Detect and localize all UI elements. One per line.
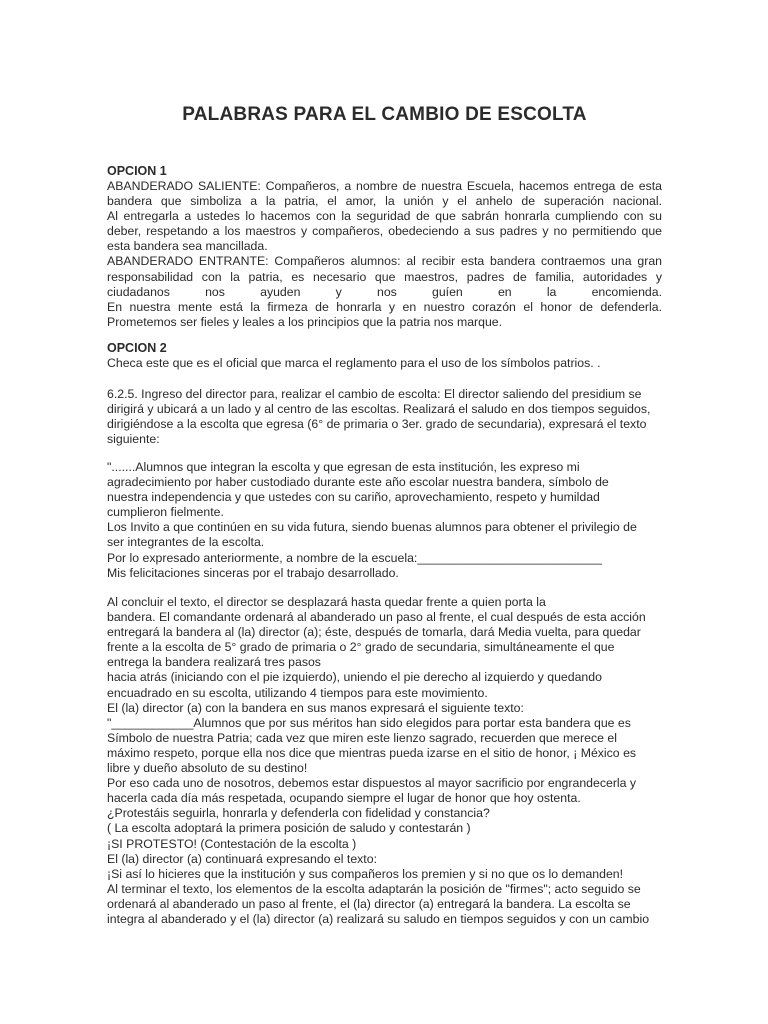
- closing-line: ¡Si así lo hicieres que la institución y sus compañeros los premien y si no que os lo demanden!: [107, 866, 624, 881]
- opcion1-line: En nuestra mente está la firmeza de honrarla y en nuestro corazón el honor de defenderla.: [107, 299, 662, 314]
- speech-line: Por lo expresado anteriormente, a nombre de la escuela:___________________________: [107, 550, 602, 565]
- opcion1-heading: OPCION 1: [107, 164, 167, 178]
- closing-line: hacerla cada día más respetada, ocupando siempre el lugar de honor que hoy ostenta.: [107, 791, 581, 806]
- opcion1-line: Prometemos ser fieles y leales a los principios que la patria nos marque.: [107, 314, 503, 329]
- closing-line: máximo respeto, porque ella nos dice que mientras pueda izarse en el sitio de honor, ¡ México es: [107, 745, 637, 760]
- closing-line: integra al abanderado y el (la) director (a) realizará su saludo en tiempos seguidos y con un cambio: [107, 911, 650, 926]
- opcion1-line: deber, respetando a los maestros y compañeros, obedeciendo a sus padres y no permitiendo que: [107, 224, 662, 239]
- closing-line: El (la) director (a) continuará expresando el texto:: [107, 851, 377, 866]
- opcion1-line: ABANDERADO SALIENTE: Compañeros, a nombre de nuestra Escuela, hacemos entrega de esta: [107, 179, 662, 193]
- closing-line: ( La escolta adoptará la primera posición de saludo y contestarán ): [107, 821, 471, 836]
- director-speech: [107, 460, 662, 581]
- opcion1-line: bandera que simboliza a la patria, el amor, la unión y el anhelo de superación nacional.: [107, 194, 662, 209]
- closing-line: bandera. El comandante ordenará al abanderado un paso al frente, el cual después de esta acción: [107, 610, 646, 625]
- section-line: siguiente:: [107, 432, 160, 447]
- closing-line: ordenará al abanderado un paso al frente, el (la) director (a) entregará la bandera. La escolta se: [107, 896, 631, 911]
- closing-line: ¡SI PROTESTO! (Contestación de la escolta ): [107, 836, 357, 851]
- speech-line: ".......Alumnos que integran la escolta y que egresan de esta institución, les expreso mi: [107, 460, 580, 474]
- speech-line: Mis felicitaciones sinceras por el trabajo desarrollado.: [107, 565, 399, 580]
- closing-line: encuadrado en su escolta, utilizando 4 tiempos para este movimiento.: [107, 685, 488, 700]
- closing-line: Al concluir el texto, el director se desplazará hasta quedar frente a quien porta la: [107, 595, 546, 609]
- document-title: PALABRAS PARA EL CAMBIO DE ESCOLTA: [182, 104, 587, 125]
- opcion1-line: ciudadanos nos ayuden y nos guíen en la encomienda.: [107, 284, 662, 299]
- closing-line: hacia atrás (iniciando con el pie izquierdo), uniendo el pie derecho al izquierdo y quedando: [107, 670, 602, 685]
- closing-line: libre y dueño absoluto de su destino!: [107, 761, 308, 776]
- opcion2-intro: Checa este que es el oficial que marca el reglamento para el uso de los símbolos patrios. .: [107, 356, 601, 370]
- opcion1-line: ABANDERADO ENTRANTE: Compañeros alumnos: al recibir esta bandera contraemos una gran: [107, 254, 662, 269]
- opcion1-line: esta bandera sea mancillada.: [107, 239, 268, 254]
- section-line: 6.2.5. Ingreso del director para, realizar el cambio de escolta: El director saliendo del presidium se: [107, 387, 642, 401]
- section-6-2-5: [107, 387, 662, 447]
- speech-line: cumplieron fielmente.: [107, 505, 224, 520]
- opcion1-section: [107, 164, 662, 330]
- closing-line: Al terminar el texto, los elementos de la escolta adaptarán la posición de "firmes"; acto seguido se: [107, 881, 641, 896]
- closing-line: frente a la escolta de 5° grado de primaria o 2° grado de secundaria, simultáneamente el que: [107, 640, 615, 655]
- opcion2-heading: OPCION 2: [107, 341, 167, 355]
- section-line: dirigirá y ubicará a un lado y al centro de las escoltas. Realizará el saludo en dos tiempos seguidos,: [107, 402, 651, 417]
- speech-line: nuestra independencia y que ustedes con su cariño, aprovechamiento, respeto y humildad: [107, 490, 600, 505]
- speech-line: ser integrantes de la escolta.: [107, 535, 265, 550]
- closing-text: [107, 595, 662, 927]
- closing-line: Símbolo de nuestra Patria; cada vez que miren este lienzo sagrado, recuerden que merece el: [107, 730, 617, 745]
- opcion1-line: responsabilidad con la patria, es necesario que maestros, padres de familia, autoridades y: [107, 269, 662, 284]
- closing-line: entrega la bandera realizará tres pasos: [107, 655, 321, 670]
- closing-line: ¿Protestáis seguirla, honrarla y defenderla con fidelidad y constancia?: [107, 806, 490, 821]
- closing-line: Por eso cada uno de nosotros, debemos estar dispuestos al mayor sacrificio por engrandecerla y: [107, 776, 637, 791]
- speech-line: agradecimiento por haber custodiado durante este año escolar nuestra bandera, símbolo de: [107, 475, 609, 490]
- opcion2-section: [107, 341, 662, 371]
- closing-line: El (la) director (a) con la bandera en sus manos expresará el siguiente texto:: [107, 700, 524, 715]
- speech-line: Los Invito a que continúen en su vida futura, siendo buenas alumnos para obtener el privilegio de: [107, 520, 637, 535]
- closing-line: entregará la bandera al (la) director (a); éste, después de tomarla, dará Media vuelta, para quedar: [107, 625, 641, 640]
- closing-line: "____________Alumnos que por sus méritos han sido elegidos para portar esta bandera que es: [107, 715, 631, 730]
- opcion1-line: Al entregarla a ustedes lo hacemos con la seguridad de que sabrán honrarla cumpliendo con su: [107, 209, 662, 224]
- section-line: dirigiéndose a la escolta que egresa (6° de primaria o 3er. grado de secundaria), expresará el texto: [107, 417, 647, 432]
